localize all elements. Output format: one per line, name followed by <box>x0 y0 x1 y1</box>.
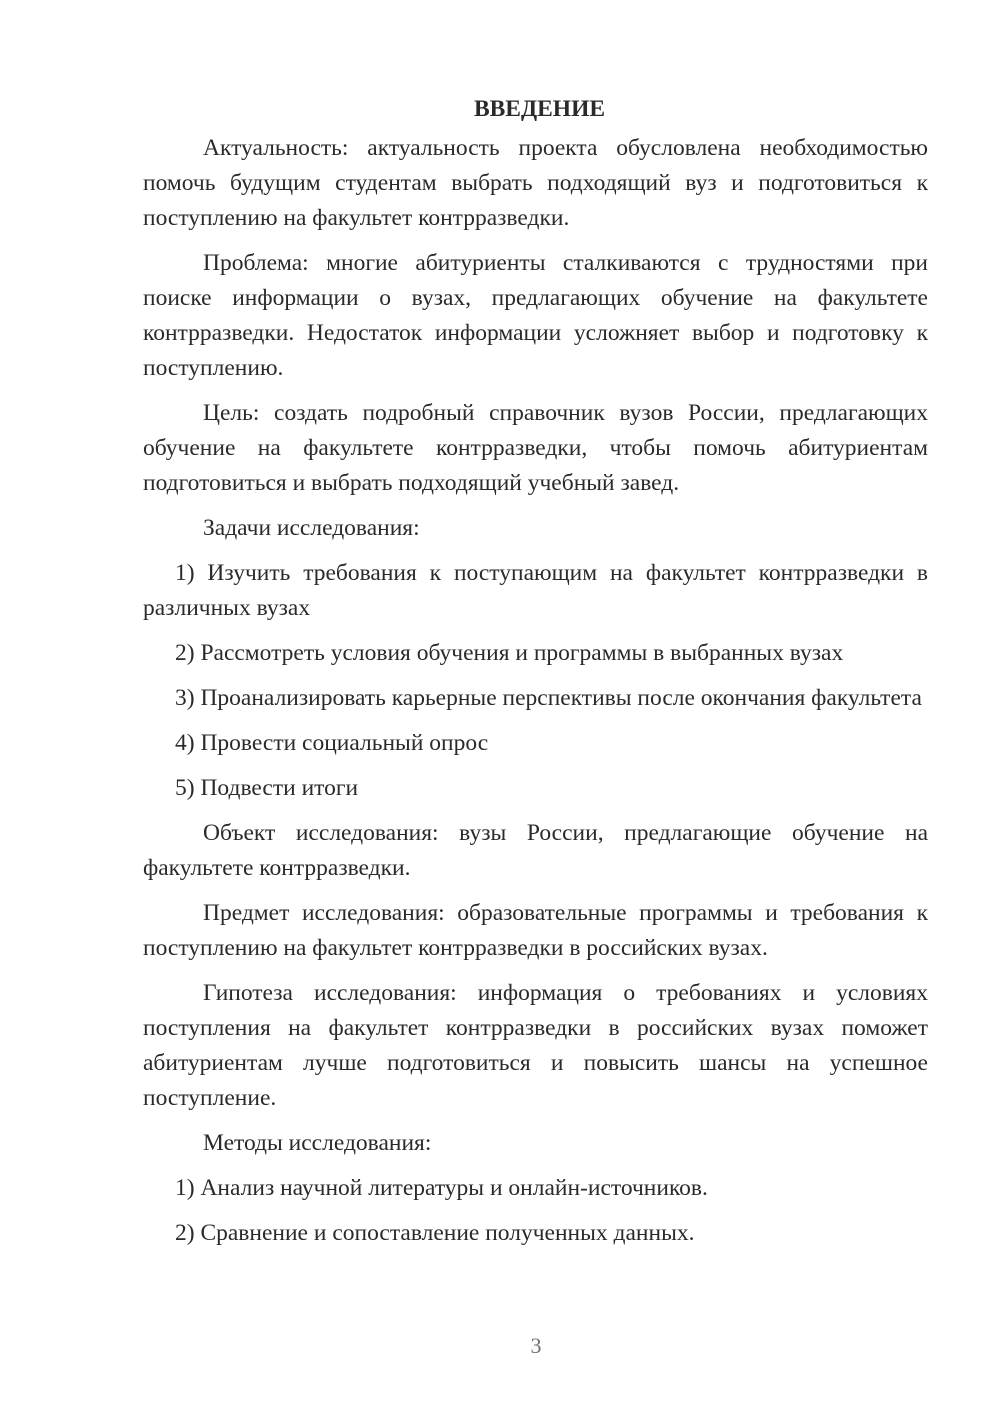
page-content <box>143 92 928 1261</box>
paragraph-relevance: Актуальность: актуальность проекта обусловлена необходимостью помочь будущим студентам выбрать подходящий вуз и подготовиться к поступлению на факультет контрразведки. <box>143 135 928 231</box>
task-item: 5) Подвести итоги <box>175 775 359 801</box>
method-item: 1) Анализ научной литературы и онлайн-источников. <box>175 1175 708 1201</box>
task-item: 2) Рассмотреть условия обучения и программы в выбранных вузах <box>175 640 844 666</box>
section-title: ВВЕДЕНИЕ <box>473 96 606 122</box>
paragraph-tasks-heading: Задачи исследования: <box>203 515 420 541</box>
paragraph-subject: Предмет исследования: образовательные программы и требования к поступлению на факультет контрразведки в российских вузах. <box>143 900 928 961</box>
paragraph-problem: Проблема: многие абитуриенты сталкиваются с трудностями при поиске информации о вузах, предлагающих обучение на факультете контрразведки. Недостаток информации усложняет выбор и подготовку к поступлению. <box>143 250 928 381</box>
task-item: 4) Провести социальный опрос <box>175 730 489 756</box>
task-item: 1) Изучить требования к поступающим на факультет контрразведки в различных вузах <box>143 560 928 621</box>
task-item: 3) Проанализировать карьерные перспективы после окончания факультета <box>175 685 922 711</box>
page-number: 3 <box>530 1333 542 1358</box>
paragraph-object: Объект исследования: вузы России, предлагающие обучение на факультете контрразведки. <box>143 820 928 881</box>
paragraph-methods-heading: Методы исследования: <box>203 1130 432 1156</box>
method-item: 2) Сравнение и сопоставление полученных данных. <box>175 1220 695 1246</box>
paragraph-goal: Цель: создать подробный справочник вузов России, предлагающих обучение на факультете контрразведки, чтобы помочь абитуриентам подготовиться и выбрать подходящий учебный завед. <box>143 400 928 496</box>
paragraph-hypothesis: Гипотеза исследования: информация о требованиях и условиях поступления на факультет контрразведки в российских вузах поможет абитуриентам лучше подготовиться и повысить шансы на успешное поступление. <box>143 980 928 1111</box>
